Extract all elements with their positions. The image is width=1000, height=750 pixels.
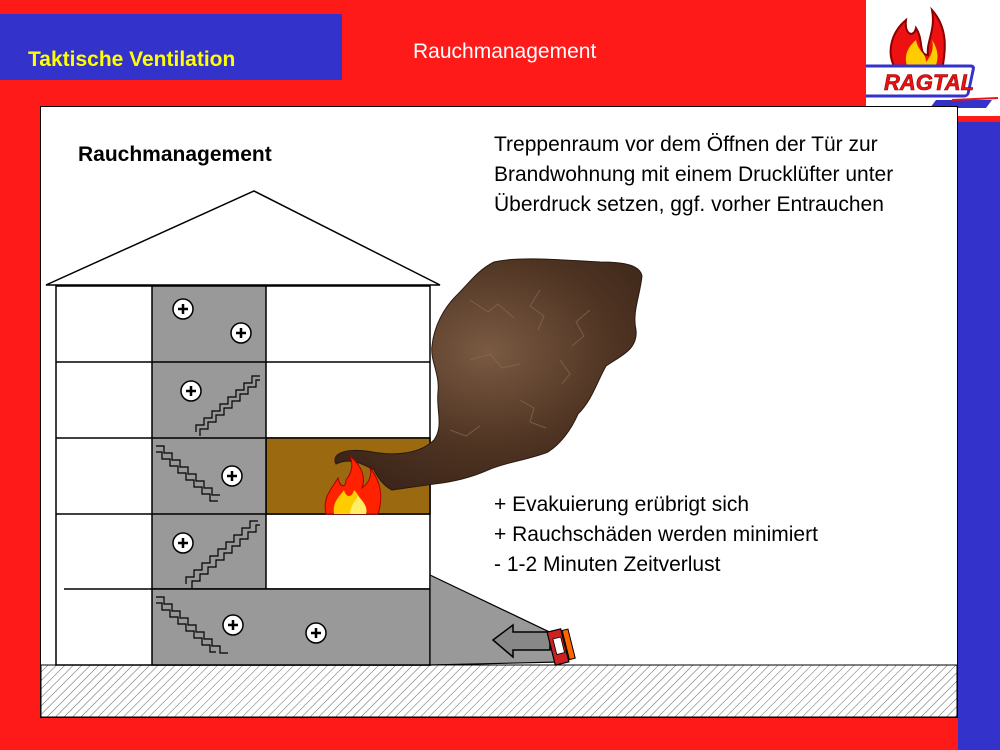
logo-text: RAGTAL: [884, 70, 975, 95]
slide-subtitle: Rauchmanagement: [413, 40, 597, 63]
list-item: + Evakuierung erübrigt sich: [494, 493, 750, 516]
airflow-cone: [430, 575, 560, 665]
roof: [46, 191, 440, 285]
list-item: + Rauchschäden werden minimiert: [494, 523, 818, 546]
list-item: - 1-2 Minuten Zeitverlust: [494, 553, 721, 576]
effects-list: [494, 490, 934, 580]
description-text: Treppenraum vor dem Öffnen der Tür zur Brandwohnung mit einem Drucklüfter unter Überdruck setzen, ggf. vorher Entrauchen: [494, 133, 894, 216]
ground-floor-corridor: [152, 589, 430, 665]
diagram-heading: Rauchmanagement: [78, 143, 272, 166]
slide-title: Taktische Ventilation: [28, 48, 236, 71]
ground: [41, 665, 957, 717]
